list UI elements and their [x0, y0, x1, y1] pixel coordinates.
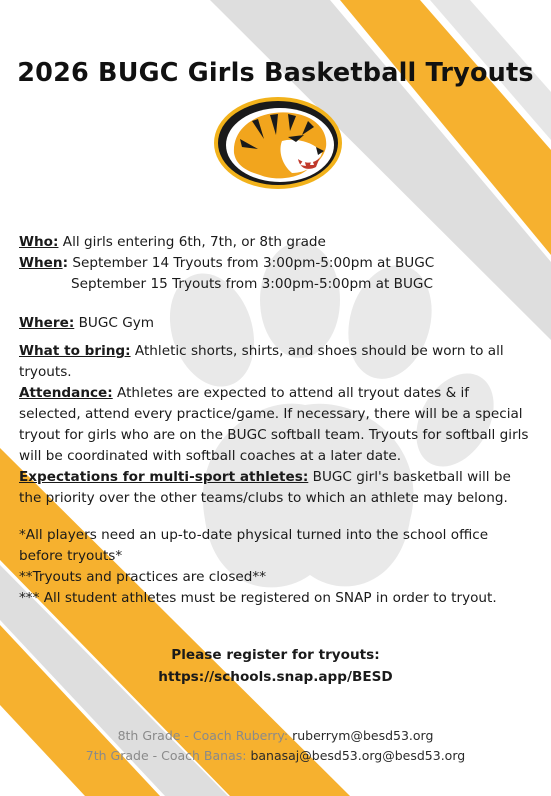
closed-note: **Tryouts and practices are closed**	[19, 569, 267, 585]
contact-role: 7th Grade - Coach Banas:	[85, 748, 247, 763]
bring-label: What to bring:	[19, 343, 131, 359]
bring-row	[19, 341, 534, 383]
when-row	[19, 253, 534, 274]
multi-sport-text: BUGC girl's basketball will be the priority over the other teams/clubs to which an athlete may belong.	[19, 469, 511, 506]
who-text: All girls entering 6th, 7th, or 8th grade	[62, 234, 326, 250]
when-date-2: September 15 Tryouts from 3:00pm-5:00pm at BUGC	[71, 276, 433, 292]
contact-email[interactable]: banasaj@besd53.org@besd53.org	[250, 748, 466, 763]
when-label: When	[19, 255, 63, 271]
register-block	[0, 644, 551, 688]
contact-role: 8th Grade - Coach Ruberry:	[117, 728, 289, 743]
who-row	[19, 232, 534, 253]
contact-row	[0, 746, 551, 766]
where-label: Where:	[19, 315, 75, 331]
when-colon: :	[62, 255, 69, 271]
page-title: 2026 BUGC Girls Basketball Tryouts	[17, 58, 534, 88]
multi-sport-label: Expectations for multi-sport athletes:	[19, 469, 309, 485]
coach-contacts	[0, 726, 551, 766]
where-row	[19, 313, 534, 334]
multi-sport-row	[19, 467, 534, 509]
attendance-label: Attendance:	[19, 385, 113, 401]
physical-note: *All players need an up-to-date physical turned into the school office before tryouts*	[19, 527, 489, 564]
snap-note: *** All student athletes must be registered on SNAP in order to tryout.	[19, 590, 497, 606]
attendance-row	[19, 383, 534, 467]
tryout-details	[19, 232, 534, 609]
who-label: Who:	[19, 234, 59, 250]
when-date-1: September 14 Tryouts from 3:00pm-5:00pm at BUGC	[72, 255, 435, 271]
where-text: BUGC Gym	[78, 315, 155, 331]
tiger-head-icon	[212, 95, 344, 191]
contact-email[interactable]: ruberrym@besd53.org	[292, 728, 434, 743]
attendance-text: Athletes are expected to attend all tryout dates & if selected, attend every practice/game. If necessary, there will be a special tryout for girls who are on the BUGC softball team. Tryouts for softball girls will be coordinated with softball coaches at a later date.	[19, 385, 529, 464]
register-link[interactable]: https://schools.snap.app/BESD	[158, 669, 393, 685]
contact-row	[0, 726, 551, 746]
register-heading: Please register for tryouts:	[171, 647, 380, 663]
bring-text: Athletic shorts, shirts, and shoes should be worn to all tryouts.	[19, 343, 504, 380]
